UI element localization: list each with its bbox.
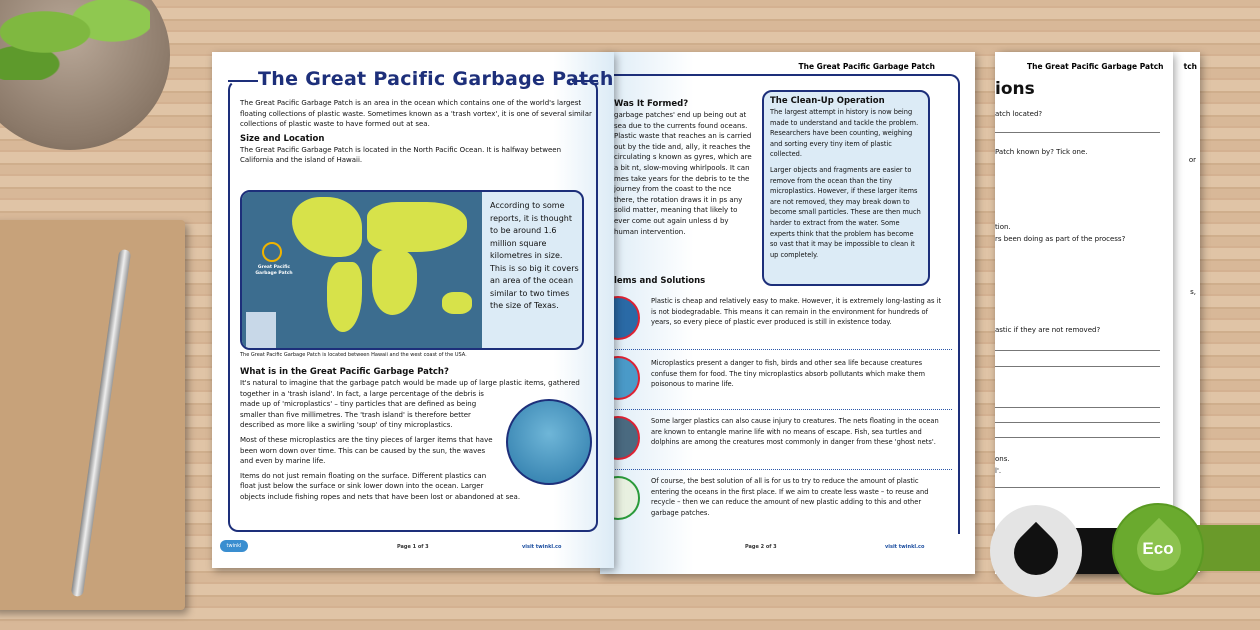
- formed-text: garbage patches' end up being out at sea due to the currents found oceans. Plastic waste that reaches an is carried out by the tide and, ally, it reaches the circulating s known as gyres, which are a bit nt, slow-moving whirlpools. It can mes take years for the debris to te the journey from the coast to the nce there, the rotation draws it in ps any solid matter, meaning that likely to ever come out again unless d by human intervention.: [614, 111, 752, 236]
- twinkl-logo: twinkl: [220, 540, 248, 552]
- ink-drop-icon: [990, 505, 1082, 597]
- question-1: atch located?: [995, 110, 1043, 118]
- section-heading-formed: Was It Formed?: [614, 99, 689, 109]
- question-2: Patch known by? Tick one.: [995, 148, 1088, 156]
- problem-row: [608, 292, 952, 350]
- eco-badge: [1112, 503, 1204, 595]
- page-title: The Great Pacific Garbage Patch: [258, 68, 614, 90]
- row-text: Of course, the best solution of all is for us to try to reduce the amount of plastic entering the oceans in the first place. If we aim to create less waste – to reuse and recycle – then we can reduce the amount of new plastic adding to this and other garbage patches.: [651, 477, 929, 517]
- plant-leaves-decoration: [0, 0, 150, 80]
- page-header: The Great Pacific Garbage Patch: [798, 62, 935, 71]
- world-map: [242, 192, 482, 350]
- page-number: Page 2 of 3: [745, 544, 777, 550]
- what-p1: It's natural to imagine that the garbage patch would be made up of large plastic items, gathered together in a 'trash island'. In fact, a large percentage of the debris is made up of 'microplastics' – tiny particles that are defined as being smaller than five millimetres. The 'trash island' is therefore better described as more like a swirling 'soup' of tiny microplastics.: [240, 379, 580, 430]
- question-3-intro: tion.: [995, 223, 1011, 231]
- problem-row: [608, 352, 952, 410]
- map-label: Great Pacific Garbage Patch: [255, 265, 293, 276]
- map-box: [240, 190, 584, 350]
- what-p3: Items do not just remain floating on the surface. Different plastics can float just below the surface or sink lower down into the ocean. Larger objects include fishing ropes and nets that have been lost or abandoned at sea.: [240, 471, 521, 501]
- notebook: [0, 220, 185, 610]
- cleanup-heading: The Clean-Up Operation: [770, 96, 885, 106]
- problems-heading: lems and Solutions: [614, 276, 706, 286]
- row-text: Microplastics present a danger to fish, birds and other sea life because creatures confuse them for food. The tiny microplastics absorb pollutants which make them poisonous to marine life.: [651, 359, 925, 389]
- size-heading: Size and Location: [240, 133, 325, 144]
- eco-label: Eco: [1142, 539, 1174, 558]
- row-text: Some larger plastics can also cause injury to creatures. The nets floating in the ocean are known to entangle marine life with no means of escape. Fish, sea turtles and dolphins are among the creatures most commonly in danger from these 'ghost nets'.: [651, 417, 939, 447]
- text-fragment: s,: [1190, 288, 1196, 296]
- page-header: The Great Pacific Garbage Patch: [1027, 62, 1164, 71]
- worksheet-page-1: [212, 52, 614, 568]
- what-heading: What is in the Great Pacific Garbage Patch?: [240, 367, 449, 377]
- solution-row: [608, 472, 952, 530]
- text-fragment: or: [1188, 156, 1196, 164]
- map-caption: The Great Pacific Garbage Patch is located between Hawaii and the west coast of the USA.: [240, 352, 467, 358]
- cleanup-p2: Larger objects and fragments are easier to remove from the ocean than the tiny microplastics. However, if these larger items are not removed, they may break down to become small particles. These are then much harder to extract from the water. Some experts think that the problem has become so vast that it may be impossible to clean it up completely.: [770, 165, 921, 259]
- page-number: Page 1 of 3: [397, 544, 429, 550]
- page-header: tch: [1183, 62, 1197, 71]
- twinkl-link[interactable]: visit twinkl.co: [522, 544, 562, 550]
- question-4: astic if they are not removed?: [995, 326, 1101, 334]
- row-text: Plastic is cheap and relatively easy to make. However, it is extremely long-lasting as it is not biodegradable. This means it can remain in the environment for hundreds of years, so every piece of plastic ever produced is still in existence today.: [651, 297, 942, 327]
- garbage-patch-marker: [262, 242, 282, 262]
- problem-row: [608, 412, 952, 470]
- map-side-text: According to some reports, it is thought to be around 1.6 million square kilometres in size. This is so big it covers an area of the ocean similar to two times the size of Texas.: [490, 201, 579, 310]
- cleanup-p1: The largest attempt in history is now being made to understand and tackle the problem. Researchers have been counting, weighing and sorting every tiny item of plastic collected.: [770, 108, 919, 159]
- worksheet-page-2: [600, 52, 975, 574]
- cleanup-box: [762, 90, 930, 286]
- intro-text: The Great Pacific Garbage Patch is an area in the ocean which contains one of the world's largest floating collections of plastic waste. Sometimes known as a 'trash vortex', it is one of several similar collections of plastic waste to have formed out at sea.: [240, 99, 592, 129]
- size-text: The Great Pacific Garbage Patch is located in the North Pacific Ocean. It is halfway between California and the island of Hawaii.: [240, 145, 562, 165]
- question-5: l'.: [995, 467, 1002, 475]
- what-p2: Most of these microplastics are the tiny pieces of larger items that have been worn down over time. This can be caused by the sun, the waves and even by marine life.: [240, 435, 493, 466]
- twinkl-link[interactable]: visit twinkl.co: [885, 544, 925, 550]
- page-title: ions: [995, 79, 1035, 99]
- question-5-intro: ons.: [995, 455, 1010, 463]
- question-3: rs been doing as part of the process?: [995, 235, 1126, 243]
- plastic-bag-image: [506, 399, 592, 485]
- worksheet-page-3-questions: [995, 52, 1173, 574]
- map-legend: [246, 312, 276, 348]
